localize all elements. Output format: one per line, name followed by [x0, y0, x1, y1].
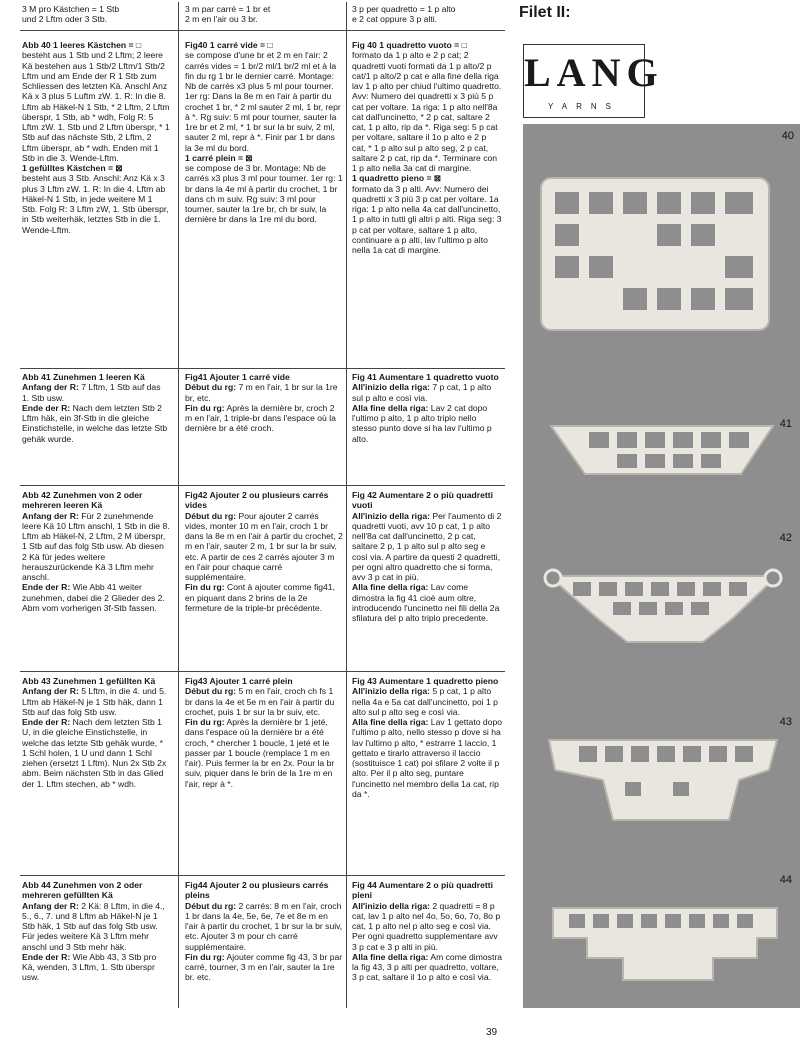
italian-section-42: Fig 42 Aumentare 2 o più quadretti vuoti All'inizio della riga: Per l'aumento di 2 quadretti vuoti, avv 10 p cat, 1 p alto nell'8a cat dall'uncinetto, 2 p cat, saltare 2 p, 1 p alto sul p alto seg e così via. A partire da questi 2 quadretti, per ogni altro quadretto che si forma, avv 3 p cat in più. Alla fine della riga: Lav come dimostra la fig 41 cioè aum oltre, introducendo l'uncinetto nei fili della 2a sfilatura del p alto triplo precedente.: [352, 490, 502, 623]
italian-section-40: Fig 40 1 quadretto vuoto = □ formato da 1 p alto e 2 p cat; 2 quadretti vuoti formati da 1 p alto/2 p cat/1 p alto/2 p cat e alla fine della riga lav 1 p alto per chiud l'ultimo quadretto. Avv: Numero dei quadretti x 3 più 5 p cat per voltare. 1a riga: 1 p alto nell'8a cat dall'uncinetto, * 2 p cat, saltare 2 cat, 1 p alto, rip da *. Riga seg: 5 p cat per voltare, saltare il 1o p alto e 2 p cat, * 1 p alto sul p alto seg, 2 p cat, saltare 2 p cat, rip da *. Terminare con 1 p alto nella 3a cat di margine. 1 quadretto pieno = ⊠ formato da 3 p alti. Avv: Numero dei quadretti x 3 più 3 p cat per voltare. 1a riga: 1 p alto nella 4a cat dall'uncinetto, 1 p alto in tutti gli altri p alti. Riga seg: 3 p cat per voltare, saltare 1 p alto, continuare a p alti, lav l'ultimo p alto nella 1a cat di margine.: [352, 40, 502, 255]
french-section-42: Fig42 Ajouter 2 ou plusieurs carrés vides Début du rg: Pour ajouter 2 carrés vides, monter 10 m en l'air, croch 1 br dans la 8e m en l'air à partir du crochet, 2 m en l'air, sauter 2 m, 1 br sur la br suiv, etc. A partir de ces 2 carrés ajouter 3 m en l'air pour chaque carré supplémentaire. Fin du rg: Cont à ajouter comme fig41, en piquant dans 2 brins de la 2e fermeture de la triple-br précédente.: [185, 490, 343, 613]
german-section-41: Abb 41 Zunehmen 1 leeren Kä Anfang der R: 7 Lftm, 1 Stb auf das 1. Stb usw. Ende der R: Nach dem letzten Stb 2 Lftm häk, ein 3f-Stb in die gleiche Einstichstelle, in welche das letzte Stb gehäk wurde.: [22, 372, 168, 444]
section-rule-44: [20, 875, 505, 876]
section-rule-41: [20, 368, 505, 369]
column-rule-1: [178, 2, 179, 1008]
italian-section-44: Fig 44 Aumentare 2 o più quadretti pieni All'inizio della riga: 2 quadretti = 8 p cat, lav 1 p alto nel 4o, 5o, 6o, 7o, 8o p cat, 1 p alto nel p alto seg e così via. Per ogni quadretto supplementare avv 3 p cat e 3 p alti in più. Alla fine della riga: Am come dimostra la fig 43, 3 p alti per quadretto, voltare, 3 p cat, saltare il 1o p alto e così via.: [352, 880, 502, 983]
brand-logo: [523, 44, 664, 118]
section-rule-42: [20, 485, 505, 486]
crochet-photo-panel: [523, 124, 800, 1008]
german-section-40: [22, 40, 170, 235]
section-subheading: 1 gefülltes Kästchen = ⊠: [22, 163, 123, 173]
fig-label-42: 42: [779, 532, 792, 544]
german-intro: 3 M pro Kästchen = 1 Stb und 2 Lftm oder 3 Stb.: [22, 4, 120, 25]
section-body: besteht aus 3 Stb. Anschl: Anz Kä x 3 plus 3 Lftm zW. 1. R: In die 4. Lftm ab Häkel-N 1 Stb, in jede weitere M 1 Stb. Folg R: 3 Lftm zW, 1. Stb überspr, in Stb weiterhäk, letztes Stb in die 1. Wende-Lftm.: [22, 173, 169, 235]
french-section-43: Fig43 Ajouter 1 carré plein Début du rg: 5 m en l'air, croch ch fs 1 br dans la 4e et 5e m en l'air à partir du crochet, puis 1 br sur la br suiv, etc. Fin du rg: Après la dernière br 1 jeté, dans l'espace où la dernière br a été croch, * chercher 1 boucle, 1 jeté et le passer par 1 boucle (remplace 1 m en l'air). Puis fermer la br en 2x. Pour la br suiv, piquer dans le brin de la 1re m en l'air, repr à *.: [185, 676, 335, 789]
italian-intro: 3 p per quadretto = 1 p alto e 2 cat oppure 3 p alti.: [352, 4, 456, 25]
page-number: 39: [486, 1027, 498, 1038]
german-section-44: Abb 44 Zunehmen von 2 oder mehreren gefüllten Kä Anfang der R: 2 Kä: 8 Lftm, in die 4., 5., 6., 7. und 8 Lftm ab Häkel-N je 1 Stb häk, 1 Stb auf das folg Stb usw. Für jedes weitere Kä 3 Lftm mehr anschl und 3 Stb mehr häk. Ende der R: Wie Abb 43, 3 Stb pro Kä, wenden, 3 Lftm, 1. Stb überspr usw.: [22, 880, 165, 983]
fig-label-40: 40: [781, 130, 794, 142]
fig-label-44: 44: [779, 874, 792, 886]
sidebar-title: Filet II:: [519, 4, 571, 21]
french-intro: 3 m par carré = 1 br et 2 m en l'air ou 3 br.: [185, 4, 271, 25]
section-rule-top: [20, 30, 505, 31]
logo-subtitle: YARNS: [548, 102, 620, 111]
section-heading: Abb 40 1 leeres Kästchen = □: [22, 40, 142, 50]
crochet-sample-42: [543, 564, 783, 648]
crochet-sample-41: [545, 416, 781, 480]
french-section-40: Fig40 1 carré vide = □ se compose d'une br et 2 m en l'air: 2 carrés vides = 1 br/2 ml/1 br/2 ml et à la fin du rg 1 br le dernier carré. Montage: Nb de carrés x3 plus 5 ml pour tourner. 1er rg: Dans la 8e m en l'air à partir du crochet 1 br, * 2 ml sauter 2 ml, 1 br, repr à *. Rg suiv: 5 ml pour tourner, sauter la 1re br et 2 ml, * 1 br sur la br suiv, 2 ml, sauter 2 ml, repr à *. Finir par 1 br dans la 3e ml du bord. 1 carré plein = ⊠ se compose de 3 br. Montage: Nb de carrés x3 plus 3 ml pour tourner. 1er rg: 1 br dans la 4e ml à partir du crochet, 1 br dans ch m suiv. Rg suiv: 3 ml pour tourner, sauter la 1re br, ch br suiv, la dernière br dans la 1re ml du bord.: [185, 40, 343, 225]
logo-word: LANG: [524, 50, 664, 95]
section-rule-43: [20, 671, 505, 672]
section-body: besteht aus 1 Stb und 2 Lftm; 2 leere Kä bestehen aus 1 Stb/2 Lftm/1 Stb/2 Lftm und am Ende der R 1 Stb zum Schliessen des letzten Kä. Anschl Anz Kä x 3 plus 5 Luftm zW. 1. R: In die 8. Lftm ab Häkel-N 1 Stb, * 2 Lftm, 2 Lftm überspr, 1 Stb, ab * wdh, Folg R: 5 Lftm zW. 1. Stb und 2 Lftm überspr, * 1 Stb auf das nächste Stb, 2 Lftm, 2 Lftm überspr, ab * wdh. Enden mit 1 Stb in die 3. Wende-Lftm.: [22, 50, 170, 163]
french-section-41: Fig41 Ajouter 1 carré vide Début du rg: 7 m en l'air, 1 br sur la 1re br, etc. Fin du rg: Après la dernière br, croch 2 m en l'air, 1 triple-br dans l'espace où la dernière br a été croch.: [185, 372, 338, 434]
column-rule-2: [346, 2, 347, 1008]
italian-section-41: Fig 41 Aumentare 1 quadretto vuoto All'inizio della riga: 7 p cat, 1 p alto sul p alto e così via. Alla fine della riga: Lav 2 cat dopo l'ultimo p alto, 1 p alto triplo nello stesso punto dove si ha lav l'ultimo p alto.: [352, 372, 499, 444]
crochet-sample-44: [543, 894, 783, 990]
crochet-sample-43: [543, 730, 783, 826]
fig-label-43: 43: [779, 716, 792, 728]
italian-section-43: Fig 43 Aumentare 1 quadretto pieno All'inizio della riga: 5 p cat, 1 p alto nella 4a e 5a cat dall'uncinetto, poi 1 p alto sul p alto seg e così via. Alla fine della riga: Lav 1 gettato dopo l'ultimo p alto, nello stesso p dove si ha lav l'ultimo p alto, * estrarre 1 laccio, 1 gettato e tirarlo attraverso il laccio (sostituisce 1 cat) poi sfilare 2 volte il p alto. Per il p alto seg, puntare l'uncinetto nel membro della 1a cat, rip da *.: [352, 676, 503, 799]
crochet-sample-40: [537, 174, 773, 334]
fig-label-41: 41: [779, 418, 792, 430]
german-section-42: Abb 42 Zunehmen von 2 oder mehreren leeren Kä Anfang der R: Für 2 zunehmende leere Kä 10 Lftm anschl, 1 Stb in die 8. Lftm ab Häkel-N, 2 Lftm, 2 M überspr, 1 Stb auf das folg Stb usw. Ab diesen 2 Kä für jedes weitere herauszurückende Kä 3 Lftm mehr anschl. Ende der R: Wie Abb 41 weiter zunehmen, dabei die 2 Glieder des 2. Abm vom vorherigen 3f-Stb fassen.: [22, 490, 170, 613]
french-section-44: Fig44 Ajouter 2 ou plusieurs carrés pleins Début du rg: 2 carrés: 8 m en l'air, croch 1 br dans la 4e, 5e, 6e, 7e et 8e m en l'air à partir du crochet, 1 br sur la br suiv, etc. Ajouter 3 m pour ch carré supplémentaire. Fin du rg: Ajouter comme fig 43, 3 br par carré, tourner, 3 m en l'air, sauter la 1re br. etc.: [185, 880, 343, 983]
german-section-43: Abb 43 Zunehmen 1 gefüllten Kä Anfang der R: 5 Lftm, in die 4. und 5. Lftm ab Häkel-N je 1 Stb häk, dann 1 Stb auf das folg Stb usw. Ende der R: Nach dem letzten Stb 1 U, in die gleiche Einstichstelle, in welche das letzte Stb gehäk wurde, * 1 Schl holen, 1 U und dann 1 Schl ziehen (ersetzt 1 Lftm). Nun 2x Stb 2x abm. Beim nächsten Stb in das Glied der 1. Lftm stechen, ab * wdh.: [22, 676, 167, 789]
sidebar: [513, 0, 800, 1042]
